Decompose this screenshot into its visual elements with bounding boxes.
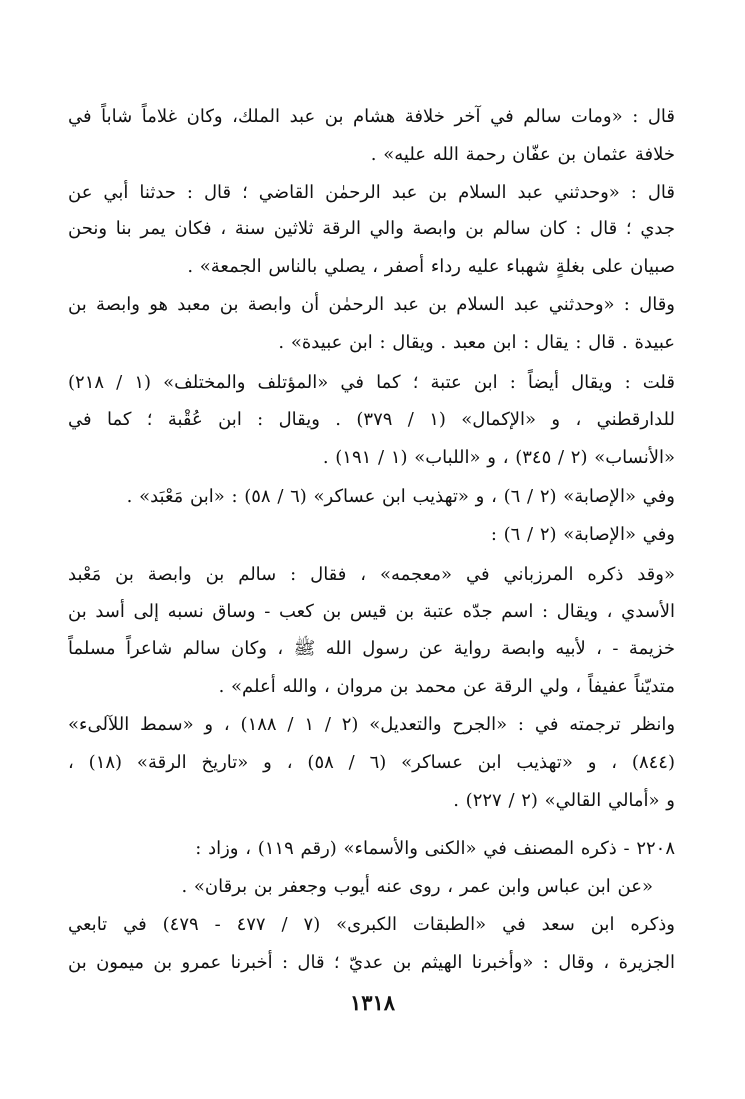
text-line: (٨٤٤) ، و «تهذيب ابن عساكر» (٦ / ٥٨) ، و «تاريخ الرقة» (١٨) ، [68, 752, 675, 773]
text-line: متديّناً عفيفاً ، ولي الرقة عن محمد بن مروان ، والله أعلم» . [218, 676, 675, 697]
text-line: جدي ؛ قال : كان سالم بن وابصة والي الرقة ثلاثين سنة ، فكان يمر بنا ونحن [68, 218, 675, 239]
text-line: الأسدي ، ويقال : اسم جدّه عتبة بن قيس بن كعب - وساق نسبه إلى أسد بن [68, 601, 675, 622]
text-line: خزيمة - ، لأبيه وابصة رواية عن رسول الله ﷺ ، وكان سالم شاعراً مسلماً [68, 638, 675, 659]
text-line: وقال : «وحدثني عبد السلام بن عبد الرحمٰن أن وابصة بن معبد هو وابصة بن [68, 294, 675, 315]
text-line: وفي «الإصابة» (٢ / ٦) ، و «تهذيب ابن عساكر» (٦ / ٥٨) : «ابن مَعْبَد» . [126, 486, 675, 507]
text-line: خلافة عثمان بن عفّان رحمة الله عليه» . [370, 144, 675, 165]
text-line: قال : «وحدثني عبد السلام بن عبد الرحمٰن القاضي ؛ قال : حدثنا أبي عن [68, 182, 675, 203]
text-line: صبيان على بغلةٍ شهباء عليه رداء أصفر ، يصلي بالناس الجمعة» . [187, 256, 675, 277]
entry-heading: ٢٢٠٨ - ذكره المصنف في «الكنى والأسماء» (رقم ١١٩) ، وزاد : [195, 838, 675, 859]
text-line: وانظر ترجمته في : «الجرح والتعديل» (٢ / ١ / ١٨٨) ، و «سمط اللآلىء» [68, 714, 675, 735]
text-line: «وقد ذكره المرزباني في «معجمه» ، فقال : سالم بن وابصة بن مَعْبد [68, 564, 675, 585]
text-line: قلت : ويقال أيضاً : ابن عتبة ؛ كما في «المؤتلف والمختلف» (١ / ٢١٨) [68, 372, 675, 393]
text-line: و «أمالي القالي» (٢ / ٢٢٧) . [453, 790, 675, 811]
text-line: للدارقطني ، و «الإكمال» (١ / ٣٧٩) . ويقال : ابن عُقْبة ؛ كما في [68, 409, 675, 430]
text-line: الجزيرة ، وقال : «وأخبرنا الهيثم بن عديّ ؛ قال : أخبرنا عمرو بن ميمون بن [68, 952, 675, 973]
page-number: ١٣١٨ [349, 990, 396, 1015]
text-line: قال : «ومات سالم في آخر خلافة هشام بن عبد الملك، وكان غلاماً شاباً في [68, 106, 675, 127]
text-line: وفي «الإصابة» (٢ / ٦) : [490, 524, 675, 545]
text-line: وذكره ابن سعد في «الطبقات الكبرى» (٧ / ٤٧٧ - ٤٧٩) في تابعي [68, 914, 675, 935]
text-line: «عن ابن عباس وابن عمر ، روى عنه أيوب وجعفر بن برقان» . [181, 876, 653, 897]
text-line: عبيدة . قال : يقال : ابن معبد . ويقال : ابن عبيدة» . [278, 332, 675, 353]
text-line: «الأنساب» (٢ / ٣٤٥) ، و «اللباب» (١ / ١٩١) . [322, 447, 675, 468]
